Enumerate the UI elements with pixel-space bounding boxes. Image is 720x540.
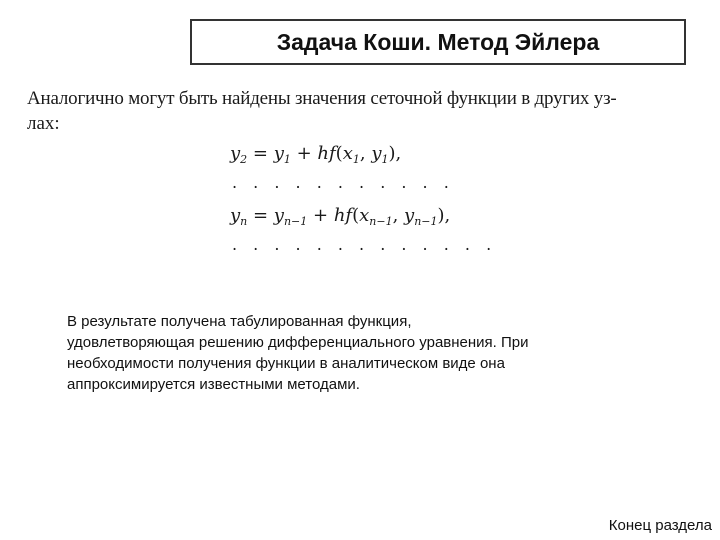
formula-y2: $y_2 = y_1 + hf(x_1$, $y_1$), — [230, 143, 402, 166]
paragraph-line: необходимости получения функции в аналитическом виде она — [67, 355, 505, 372]
paragraph-line: удовлетворяющая решению дифференциального уравнения. При — [67, 334, 529, 351]
ellipsis-row-1: . . . . . . . . . . . — [232, 173, 455, 192]
paragraph-line: аппроксимируется известными методами. — [67, 376, 360, 393]
section-end-label: Конец раздела — [608, 517, 712, 534]
scan-text-line-2: лах: — [27, 113, 60, 134]
formula-yn: $y_n = y_{n-1} + hf(x_{n-1}$, $y_{n-1}$), — [230, 205, 451, 228]
slide-title-box — [190, 19, 686, 65]
result-paragraph — [67, 311, 627, 395]
slide-title: Задача Коши. Метод Эйлера — [276, 28, 600, 55]
scan-text-line-1: Аналогично могут быть найдены значения сеточной функции в других уз- — [27, 88, 617, 109]
ellipsis-row-2: . . . . . . . . . . . . . — [232, 235, 497, 254]
paragraph-line: В результате получена табулированная функция, — [67, 313, 412, 330]
